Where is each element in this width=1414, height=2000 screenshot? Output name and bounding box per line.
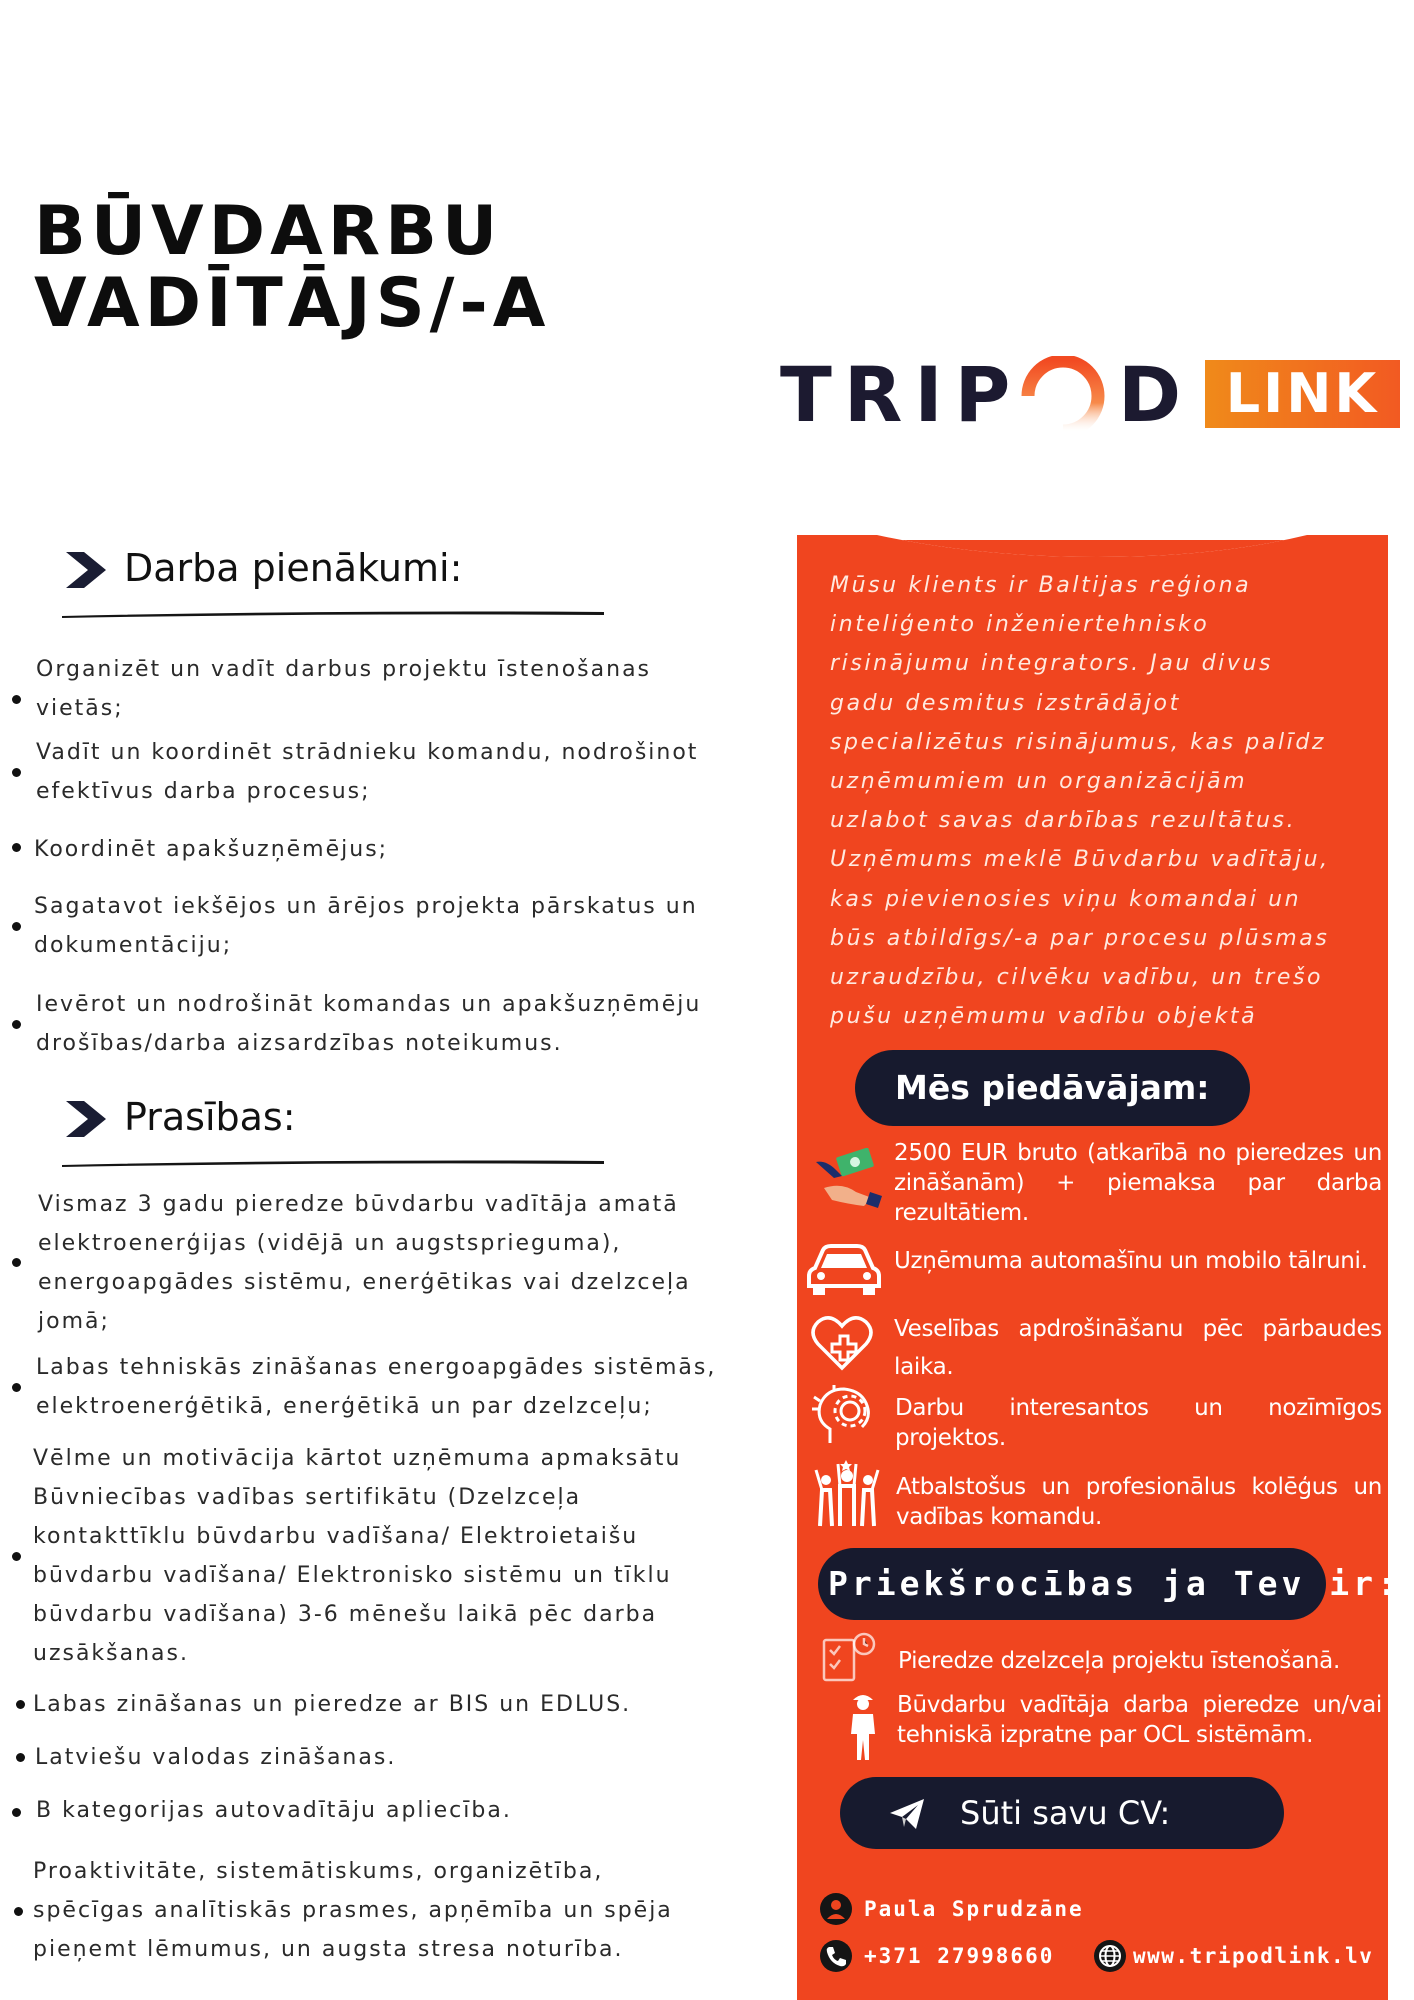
- money-hand-icon: [812, 1148, 884, 1210]
- duty-2-line-1: Vadīt un koordinēt strādnieku komandu, nodrošinot: [36, 740, 699, 765]
- req-3-line-4: būvdarbu vadīšana/ Elektronisko sistēmu un tīklu: [33, 1563, 672, 1588]
- list-item: [0, 1185, 790, 1345]
- checklist-icon: [822, 1630, 878, 1684]
- duty-2-line-2: efektīvus darba procesus;: [36, 779, 371, 804]
- logo-link: LINK: [1225, 362, 1380, 425]
- contact-phone[interactable]: +371 27998660: [864, 1944, 1055, 1968]
- send-cv-button[interactable]: [840, 1777, 1284, 1849]
- list-item: [0, 1348, 790, 1428]
- list-item: [0, 1685, 790, 1725]
- requirements-heading-label: Prasības:: [124, 1095, 296, 1139]
- duty-1-line-1: Organizēt un vadīt darbus projektu īstenošanas: [36, 657, 652, 682]
- req-3-line-3: kontakttīklu būvdarbu vadīšana/ Elektroietaišu: [33, 1524, 639, 1549]
- intro-line: risinājumu integrators. Jau divus: [830, 651, 1274, 677]
- req-1-line-3: energoapgādes sistēmu, enerģētikas vai dzelzceļa: [38, 1270, 691, 1295]
- bullet-dot: [12, 1258, 21, 1267]
- offer-heading-pill: [855, 1050, 1250, 1126]
- worker-icon: [845, 1690, 881, 1762]
- list-item: [0, 830, 790, 870]
- req-3-line-2: Būvniecības vadības sertifikātu (Dzelzceļa: [33, 1485, 582, 1510]
- intro-line: uzraudzību, cilvēku vadību, un trešo: [830, 965, 1324, 991]
- intro-line: uzņēmumiem un organizācijām: [830, 769, 1248, 795]
- offer-item-salary: [812, 1138, 1382, 1230]
- car-icon: [805, 1240, 883, 1298]
- advantages-heading-pill: [818, 1548, 1401, 1620]
- req-7-line-2: spēcīgas analītiskās prasmes, apņēmība un spēja: [33, 1898, 673, 1923]
- list-item: [0, 733, 790, 813]
- advantage-item-text: Būvdarbu vadītāja darba pieredze un/vai tehniskā izpratne par OCL sistēmām.: [897, 1692, 1382, 1748]
- offer-heading: Mēs piedāvājam:: [895, 1068, 1210, 1107]
- intro-line: būs atbildīgs/-a par procesu plūsmas: [830, 925, 1330, 951]
- chevron-right-icon: [62, 550, 110, 590]
- bullet-dot: [12, 1383, 21, 1392]
- advantage-item-text: Pieredze dzelzceļa projektu īstenošanā.: [898, 1648, 1340, 1674]
- req-1-line-4: jomā;: [38, 1309, 110, 1334]
- health-heart-icon: [810, 1312, 874, 1372]
- offer-item-projects: [810, 1385, 1382, 1455]
- contact-name: Paula Sprudzāne: [864, 1897, 1084, 1921]
- duty-4-line-1: Sagatavot iekšējos un ārējos projekta pārskatus un: [34, 894, 698, 919]
- list-item: [0, 1852, 790, 1972]
- req-2-line-1: Labas tehniskās zināšanas energoapgādes sistēmās,: [36, 1355, 717, 1380]
- company-intro: [830, 566, 1370, 1036]
- team-icon: [812, 1460, 882, 1528]
- offer-item-text: Veselības apdrošināšanu pēc pārbaudes laika.: [894, 1316, 1382, 1380]
- phone-icon[interactable]: [820, 1940, 852, 1972]
- list-item: [0, 650, 790, 730]
- advantage-item-ocl: [845, 1690, 1382, 1762]
- list-item: [0, 887, 790, 967]
- logo-trip: TRIP: [780, 350, 1023, 439]
- duty-3-line-1: Koordinēt apakšuzņēmējus;: [34, 837, 389, 862]
- globe-icon: [1094, 1940, 1126, 1972]
- person-icon: [820, 1893, 852, 1925]
- heading-underline: [62, 610, 604, 618]
- req-7-line-1: Proaktivitāte, sistemātiskums, organizētība,: [33, 1859, 604, 1884]
- bullet-dot: [12, 922, 21, 931]
- job-title-line-2: VADĪTĀJS/-A: [34, 264, 551, 343]
- offer-item-text: 2500 EUR bruto (atkarībā no pieredzes un zināšanām) + piemaksa par darba rezultātiem.: [894, 1140, 1382, 1226]
- req-2-line-2: elektroenerģētikā, enerģētikā un par dzelzceļu;: [36, 1394, 653, 1419]
- duty-1-line-2: vietās;: [36, 696, 124, 721]
- ideas-gear-icon: [810, 1385, 880, 1449]
- req-3-line-1: Vēlme un motivācija kārtot uzņēmuma apmaksātu: [33, 1446, 682, 1471]
- paper-plane-icon: [888, 1797, 926, 1831]
- job-title: [34, 192, 551, 343]
- list-item: [0, 1791, 790, 1831]
- intro-line: Mūsu klients ir Baltijas reģiona: [830, 573, 1252, 598]
- req-6-line-1: B kategorijas autovadītāju apliecība.: [36, 1798, 512, 1823]
- intro-line: inteliģento inženiertehnisko: [830, 612, 1210, 638]
- bullet-dot: [14, 1907, 23, 1916]
- bullet-dot: [12, 768, 21, 777]
- req-4-line-1: Labas zināšanas un pieredze ar BIS un EDLUS.: [33, 1692, 632, 1717]
- intro-line: pušu uzņēmumu vadību objektā: [830, 1004, 1258, 1030]
- offer-item-health: [810, 1310, 1382, 1382]
- bullet-dot: [16, 1753, 25, 1762]
- list-item: [0, 1439, 790, 1675]
- duty-5-line-1: Ievērot un nodrošināt komandas un apakšuzņēmēju: [36, 992, 702, 1017]
- offer-item-text: Uzņēmuma automašīnu un mobilo tālruni.: [894, 1248, 1368, 1274]
- offer-item-text: Atbalstošus un profesionālus kolēģus un vadības komandu.: [896, 1474, 1382, 1530]
- chevron-right-icon: [62, 1099, 110, 1139]
- duties-heading-label: Darba pienākumi:: [124, 546, 463, 590]
- req-3-line-6: uzsākšanas.: [33, 1641, 189, 1666]
- req-7-line-3: pieņemt lēmumus, un augsta stresa noturība.: [33, 1937, 624, 1962]
- logo-link-box: [1205, 360, 1400, 428]
- bullet-dot: [12, 843, 21, 852]
- list-item: [0, 985, 790, 1065]
- bullet-dot: [12, 1552, 21, 1561]
- panel-top-curve: [797, 535, 1388, 565]
- intro-line: kas pievienosies viņu komandai un: [830, 886, 1302, 912]
- offer-item-car: [805, 1240, 1382, 1302]
- bullet-dot: [12, 1020, 21, 1029]
- bullet-dot: [12, 1808, 21, 1817]
- intro-line: uzlabot savas darbības rezultātus.: [830, 808, 1297, 834]
- advantage-item-railway: [822, 1630, 1382, 1686]
- offer-item-text: Darbu interesantos un nozīmīgos projektos.: [895, 1395, 1382, 1451]
- intro-line: specializētus risinājumus, kas palīdz: [830, 729, 1327, 755]
- intro-line: gadu desmitus izstrādājot: [830, 690, 1181, 716]
- req-5-line-1: Latviešu valodas zināšanas.: [35, 1745, 397, 1770]
- duty-5-line-2: drošības/darba aizsardzības noteikumus.: [36, 1031, 563, 1056]
- heading-underline: [62, 1159, 604, 1167]
- bullet-dot: [16, 1700, 25, 1709]
- bullet-dot: [12, 695, 21, 704]
- tripodlink-logo: [780, 350, 1400, 440]
- req-3-line-5: būvdarbu vadīšana) 3-6 mēnešu laikā pēc darba: [33, 1602, 658, 1627]
- job-title-line-1: BŪVDARBU: [34, 192, 503, 271]
- req-1-line-1: Vismaz 3 gadu pieredze būvdarbu vadītāja amatā: [38, 1192, 679, 1217]
- offer-item-team: [812, 1460, 1382, 1532]
- req-1-line-2: elektroenerģijas (vidējā un augstsprieguma),: [38, 1231, 622, 1256]
- intro-line: Uzņēmums meklē Būvdarbu vadītāju,: [830, 847, 1330, 873]
- send-cv-label: Sūti savu CV:: [960, 1794, 1171, 1832]
- contact-website[interactable]: www.tripodlink.lv: [1133, 1944, 1374, 1968]
- logo-o-arc-icon: [1020, 356, 1106, 436]
- list-item: [0, 1738, 790, 1778]
- duty-4-line-2: dokumentāciju;: [34, 933, 233, 958]
- logo-d: D: [1118, 350, 1194, 439]
- advantages-heading: Priekšrocības ja Tev ir:: [828, 1564, 1401, 1603]
